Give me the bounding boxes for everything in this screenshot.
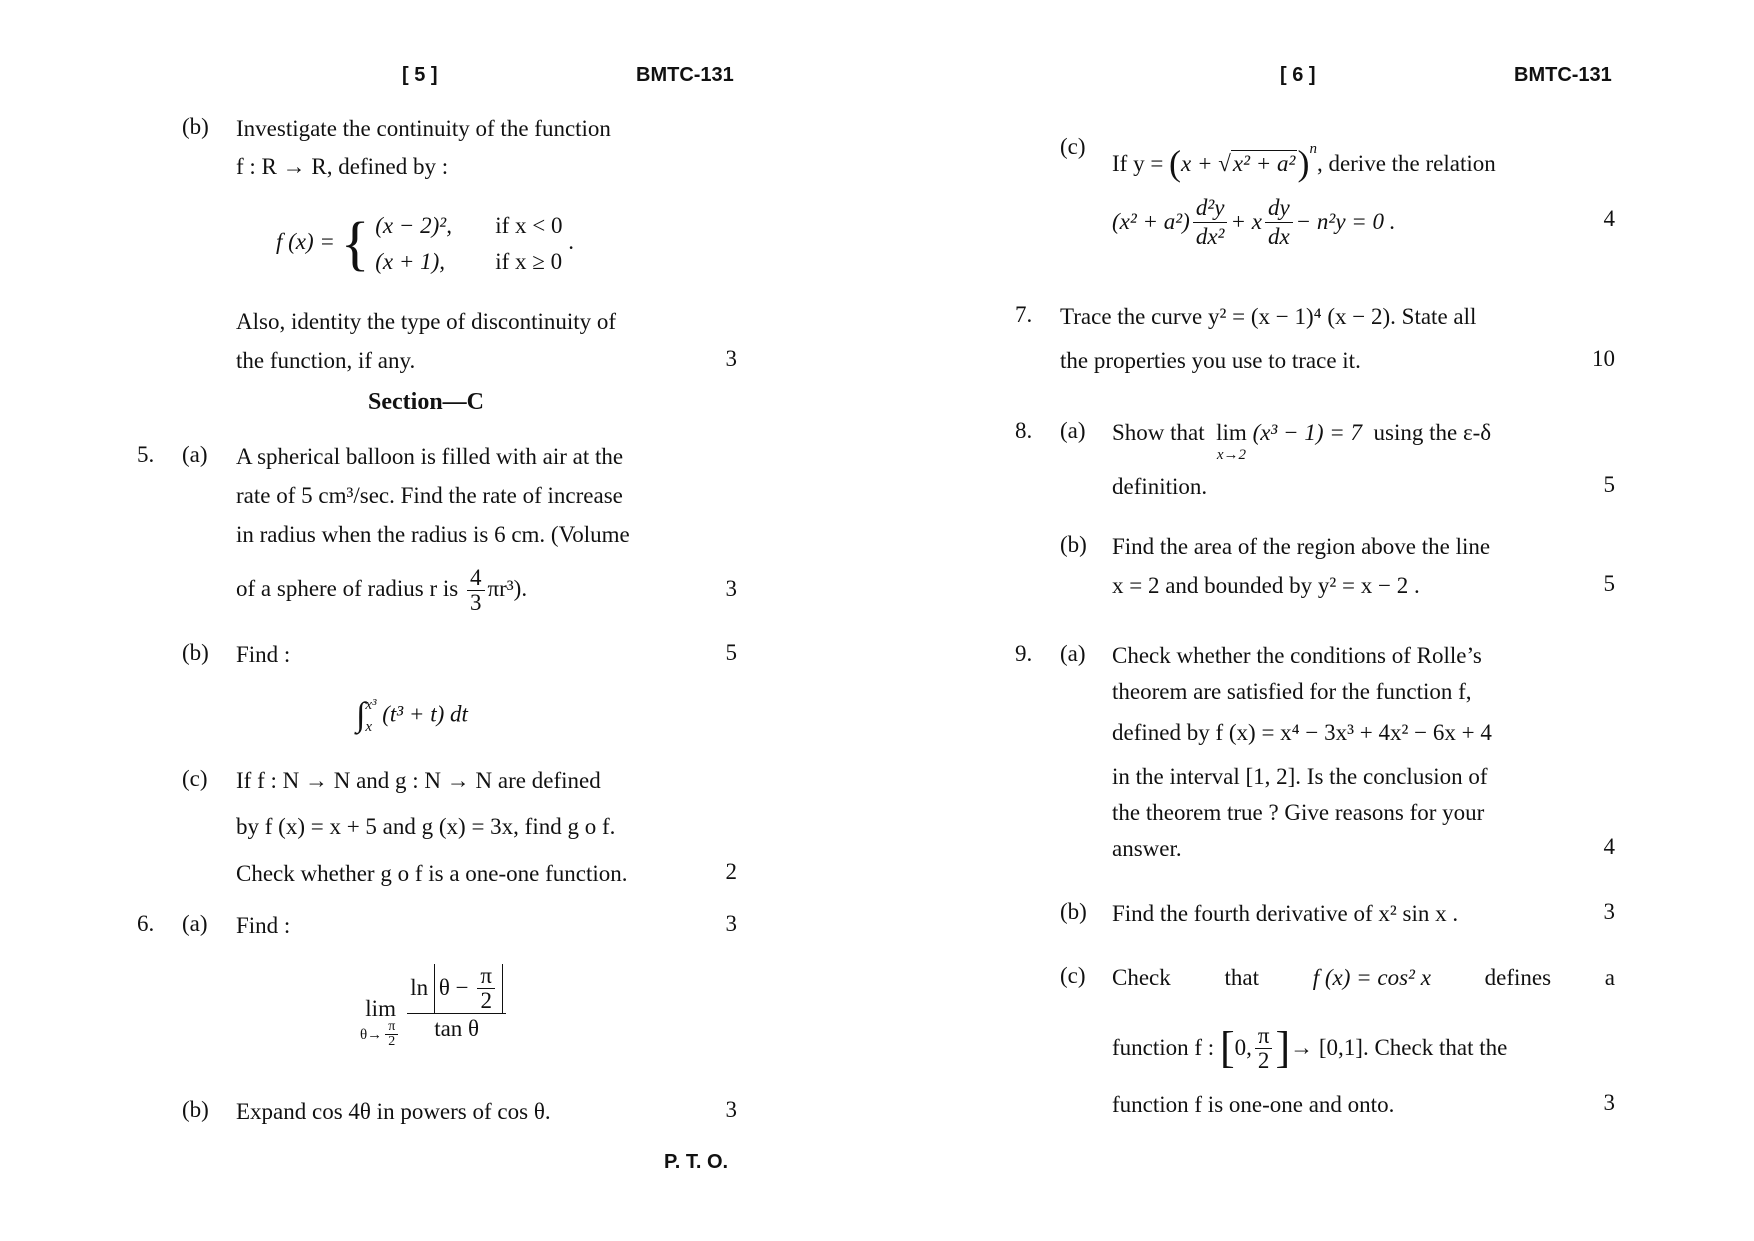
question-label: (b): [1060, 899, 1087, 924]
question-text: the theorem true ? Give reasons for your: [1112, 800, 1485, 825]
question-label: (b): [182, 114, 209, 139]
marks: 4: [1603, 206, 1615, 231]
question-text: Check whether the conditions of Rolle’s: [1112, 643, 1482, 668]
question-text: Check that f (x) = cos² x defines a: [1112, 965, 1615, 990]
marks: 3: [1603, 1090, 1615, 1115]
question-text: Check whether g o f is a one-one function.: [236, 861, 628, 886]
marks: 5: [1603, 571, 1615, 596]
question-number: 5.: [137, 442, 155, 467]
question-label: (a): [1060, 418, 1086, 443]
marks: 2: [725, 859, 737, 884]
question-text: answer.: [1112, 836, 1182, 861]
question-label: (b): [1060, 532, 1087, 557]
question-text: the properties you use to trace it.: [1060, 348, 1361, 373]
question-number: 7.: [1015, 302, 1033, 327]
page-number: [ 6 ]: [1280, 64, 1316, 86]
fraction: ln θ − $\frac{\pi}{2}$ tan θ: [407, 964, 506, 1044]
question-number: 6.: [137, 911, 155, 936]
question-text: f : R → R, defined by :: [236, 154, 449, 179]
question-number: 8.: [1015, 418, 1033, 443]
question-text: A spherical balloon is filled with air at the: [236, 444, 624, 469]
marks: 5: [725, 640, 737, 665]
marks: 5: [1603, 472, 1615, 497]
marks: 3: [725, 576, 737, 601]
question-text: Find :: [236, 642, 291, 667]
section-title: Section—C: [368, 389, 484, 415]
question-number: 9.: [1015, 641, 1033, 666]
question-text: theorem are satisfied for the function f,: [1112, 679, 1472, 704]
relation-formula: (x² + a²) $\frac{\text{d²y}}{\text{dx²}}$ + x $\frac{dy}{dx}$ − n²y = 0 .: [1112, 194, 1396, 249]
question-text: If f : N → N and g : N → N are defined: [236, 768, 601, 793]
question-text: in radius when the radius is 6 cm. (Volume: [236, 522, 630, 547]
course-code: BMTC-131: [636, 64, 734, 86]
question-text: function f is one-one and onto.: [1112, 1092, 1395, 1117]
marks: 3: [725, 911, 737, 936]
course-code: BMTC-131: [1514, 64, 1612, 86]
page-footer: P. T. O.: [664, 1151, 729, 1173]
question-text: Show that lim x→2 (x³ − 1) = 7 using the ε-δ: [1112, 420, 1492, 463]
question-text: Expand cos 4θ in powers of cos θ.: [236, 1099, 551, 1124]
question-text: Find the fourth derivative of x² sin x .: [1112, 901, 1459, 926]
integral-symbol: ∫: [356, 696, 366, 734]
question-text: Find :: [236, 913, 291, 938]
question-label: (a): [1060, 641, 1086, 666]
question-text: function f : [ 0, $\frac{\pi}{2}$ ] → [0,1]. Check that the: [1112, 1022, 1508, 1073]
question-label: (a): [182, 442, 208, 467]
question-text: x = 2 and bounded by y² = x − 2 .: [1112, 573, 1420, 598]
question-text: by f (x) = x + 5 and g (x) = 3x, find g o f.: [236, 814, 616, 839]
piecewise-formula: f (x) = { (x − 2)², if x < 0 (x + 1), if x ≥ 0 .: [276, 210, 575, 277]
question-text: Trace the curve y² = (x − 1)⁴ (x − 2). State all: [1060, 304, 1477, 329]
question-text: definition.: [1112, 474, 1208, 499]
question-label: (c): [1060, 134, 1086, 159]
page-number: [ 5 ]: [402, 64, 438, 86]
question-text: defined by f (x) = x⁴ − 3x³ + 4x² − 6x + 4: [1112, 720, 1492, 745]
question-label: (b): [182, 640, 209, 665]
question-text: Find the area of the region above the line: [1112, 534, 1491, 559]
question-label: (b): [182, 1097, 209, 1122]
marks: 4: [1603, 834, 1615, 859]
question-text: rate of 5 cm³/sec. Find the rate of increase: [236, 483, 623, 508]
question-label: (c): [182, 766, 208, 791]
marks: 3: [725, 346, 737, 371]
question-text: in the interval [1, 2]. Is the conclusion of: [1112, 764, 1488, 789]
question-label: (a): [182, 911, 208, 936]
marks: 3: [725, 1097, 737, 1122]
integral-formula: ∫ x³ x (t³ + t) dt: [356, 696, 468, 735]
question-text: of a sphere of radius r is $\frac{4}{3}$ πr³).: [236, 565, 528, 616]
question-text: Also, identity the type of discontinuity of: [236, 309, 617, 334]
limit-formula: lim θ→ $\frac{\pi}{2}$ ln θ − $\frac{\pi}{2}$ tan θ: [360, 958, 509, 1049]
fraction: $\frac{4}{3}$: [467, 566, 485, 615]
marks: 3: [1603, 899, 1615, 924]
question-text: Investigate the continuity of the function: [236, 116, 611, 141]
question-text: the function, if any.: [236, 348, 416, 373]
question-label: (c): [1060, 963, 1086, 988]
brace-symbol: {: [340, 210, 370, 277]
question-text: If $y = (x + √x^2 + a^2)^n$, derive the relation: [1112, 141, 1496, 183]
marks: 10: [1592, 346, 1615, 371]
